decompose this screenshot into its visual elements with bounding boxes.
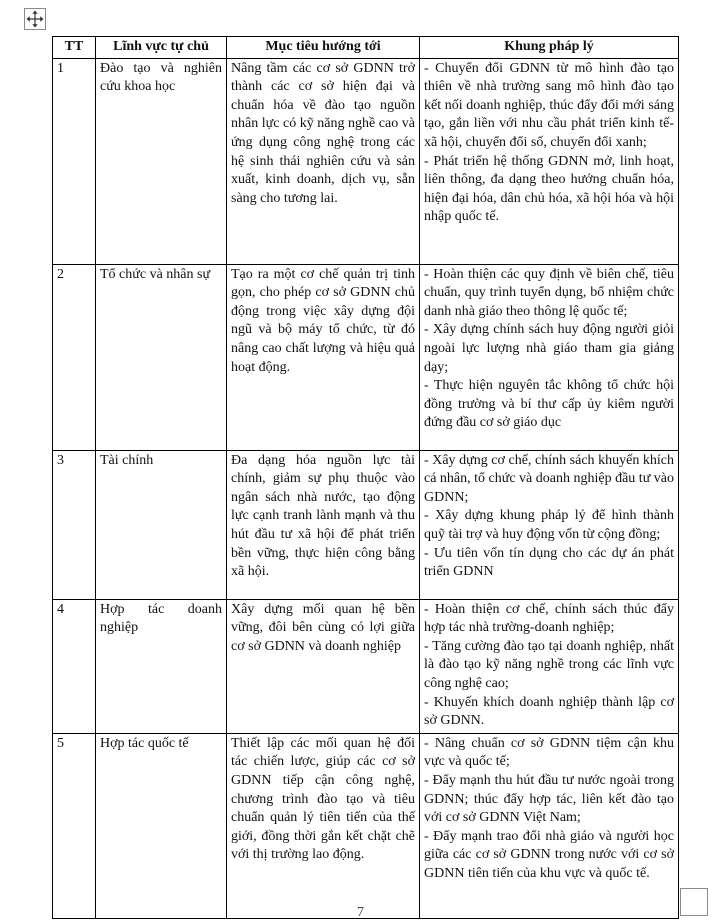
law-item: - Đẩy mạnh trao đổi nhà giáo và người học giữa các cơ sở GDNN trong nước với cơ sở GDNN tiên tiến của khu vực và quốc tế.: [424, 828, 674, 881]
row-goal: Đa dạng hóa nguồn lực tài chính, giảm sự phụ thuộc vào ngân sách nhà nước, tạo động lực cạnh tranh lành mạnh và thu hút đầu tư xã hội để phát triển bền vững, thực hiện công bằng xã hội.: [227, 450, 420, 599]
page-number: 7: [357, 905, 364, 920]
row-law: [420, 450, 679, 599]
law-item: - Đẩy mạnh thu hút đầu tư nước ngoài trong GDNN; thúc đẩy hợp tác, liên kết đào tạo với cơ sở GDNN Việt Nam;: [424, 772, 674, 826]
law-item: - Tăng cường đào tạo tại doanh nghiệp, nhất là đào tạo kỹ năng nghề trong các lĩnh vực công nghệ cao;: [424, 638, 674, 691]
row-number: 4: [53, 599, 96, 733]
table-row: [53, 733, 679, 918]
law-item: - Nâng chuẩn cơ sở GDNN tiệm cận khu vực và quốc tế;: [424, 735, 674, 770]
row-number: 1: [53, 58, 96, 264]
law-item: - Xây dựng cơ chế, chính sách khuyến khích cá nhân, tổ chức và doanh nghiệp đầu tư vào GDNN;: [424, 452, 674, 505]
law-item: - Khuyến khích doanh nghiệp thành lập cơ sở GDNN.: [424, 694, 674, 729]
law-item: - Hoàn thiện cơ chế, chính sách thúc đẩy hợp tác nhà trường-doanh nghiệp;: [424, 601, 674, 636]
law-item: - Chuyển đổi GDNN từ mô hình đào tạo thiên về nhà trường sang mô hình đào tạo kết nối doanh nghiệp, thúc đẩy đổi mới sáng tạo, gắn liền với nhu cầu phát triển kinh tế-xã hội, chuyển đổi số, chuyển đổi xanh;: [424, 60, 674, 150]
law-item: - Phát triển hệ thống GDNN mở, linh hoạt, liên thông, đa dạng theo hướng chuẩn hóa, hiện đại hóa, dân chủ hóa, xã hội hóa và hội nhập quốc tế.: [424, 153, 674, 225]
row-field: Hợp tác doanh nghiệp: [96, 599, 227, 733]
law-item: - Thực hiện nguyên tắc không tổ chức hội đồng trường và bí thư cấp ủy kiêm người đứng đầu cơ sở giáo dục: [424, 378, 674, 431]
row-goal: Nâng tầm các cơ sở GDNN trở thành các cơ sở hiện đại và chuẩn hóa về đào tạo nguồn nhân lực có kỹ năng nghề cao và ứng dụng công nghệ trong các hệ sinh thái nghiên cứu và sản xuất, kinh doanh, dịch vụ, sẵn sàng cho tương lai.: [227, 58, 420, 264]
row-number: 3: [53, 450, 96, 599]
move-arrows-icon: [25, 9, 45, 29]
row-law: [420, 599, 679, 733]
table-row: [53, 599, 679, 733]
row-law: [420, 733, 679, 918]
table-row: [53, 58, 679, 264]
autonomy-table: [52, 36, 679, 919]
row-law: [420, 58, 679, 264]
header-field: Lĩnh vực tự chủ: [96, 37, 227, 59]
table-header-row: [53, 37, 679, 59]
row-number: 5: [53, 733, 96, 918]
row-law: [420, 264, 679, 450]
row-number: 2: [53, 264, 96, 450]
header-tt: TT: [53, 37, 96, 59]
header-law: Khung pháp lý: [420, 37, 679, 59]
law-item: - Xây dựng chính sách huy động người giỏi ngoài lực lượng nhà giáo tham gia giảng dạy;: [424, 322, 674, 375]
law-item: - Xây dựng khung pháp lý để hình thành quỹ tài trợ và huy động vốn từ cộng đồng;: [424, 508, 674, 542]
row-field: Đào tạo và nghiên cứu khoa học: [96, 58, 227, 264]
law-item: - Ưu tiên vốn tín dụng cho các dự án phát triển GDNN: [424, 545, 674, 580]
row-field: Tổ chức và nhân sự: [96, 264, 227, 450]
row-field: Tài chính: [96, 450, 227, 599]
header-goal: Mục tiêu hướng tới: [227, 37, 420, 59]
row-goal: Tạo ra một cơ chế quản trị tinh gọn, cho phép cơ sở GDNN chủ động trong việc xây dựng đội ngũ và bộ máy tổ chức, từ đó nâng cao chất lượng và hiệu quả hoạt động.: [227, 264, 420, 450]
row-goal: Thiết lập các mối quan hệ đối tác chiến lược, giúp các cơ sở GDNN tiếp cận công nghệ, chương trình đào tạo và tiêu chuẩn quản lý tiên tiến của thế giới, đồng thời gắn kết chặt chẽ với thị trường lao động.: [227, 733, 420, 918]
row-field: Hợp tác quốc tế: [96, 733, 227, 918]
row-goal: Xây dựng mối quan hệ bền vững, đôi bên cùng có lợi giữa cơ sở GDNN và doanh nghiệp: [227, 599, 420, 733]
table-row: [53, 264, 679, 450]
table-row: [53, 450, 679, 599]
table-move-handle[interactable]: [24, 8, 46, 30]
law-item: - Hoàn thiện các quy định về biên chế, tiêu chuẩn, quy trình tuyển dụng, bổ nhiệm chức danh nhà giáo theo thông lệ quốc tế;: [424, 266, 674, 319]
